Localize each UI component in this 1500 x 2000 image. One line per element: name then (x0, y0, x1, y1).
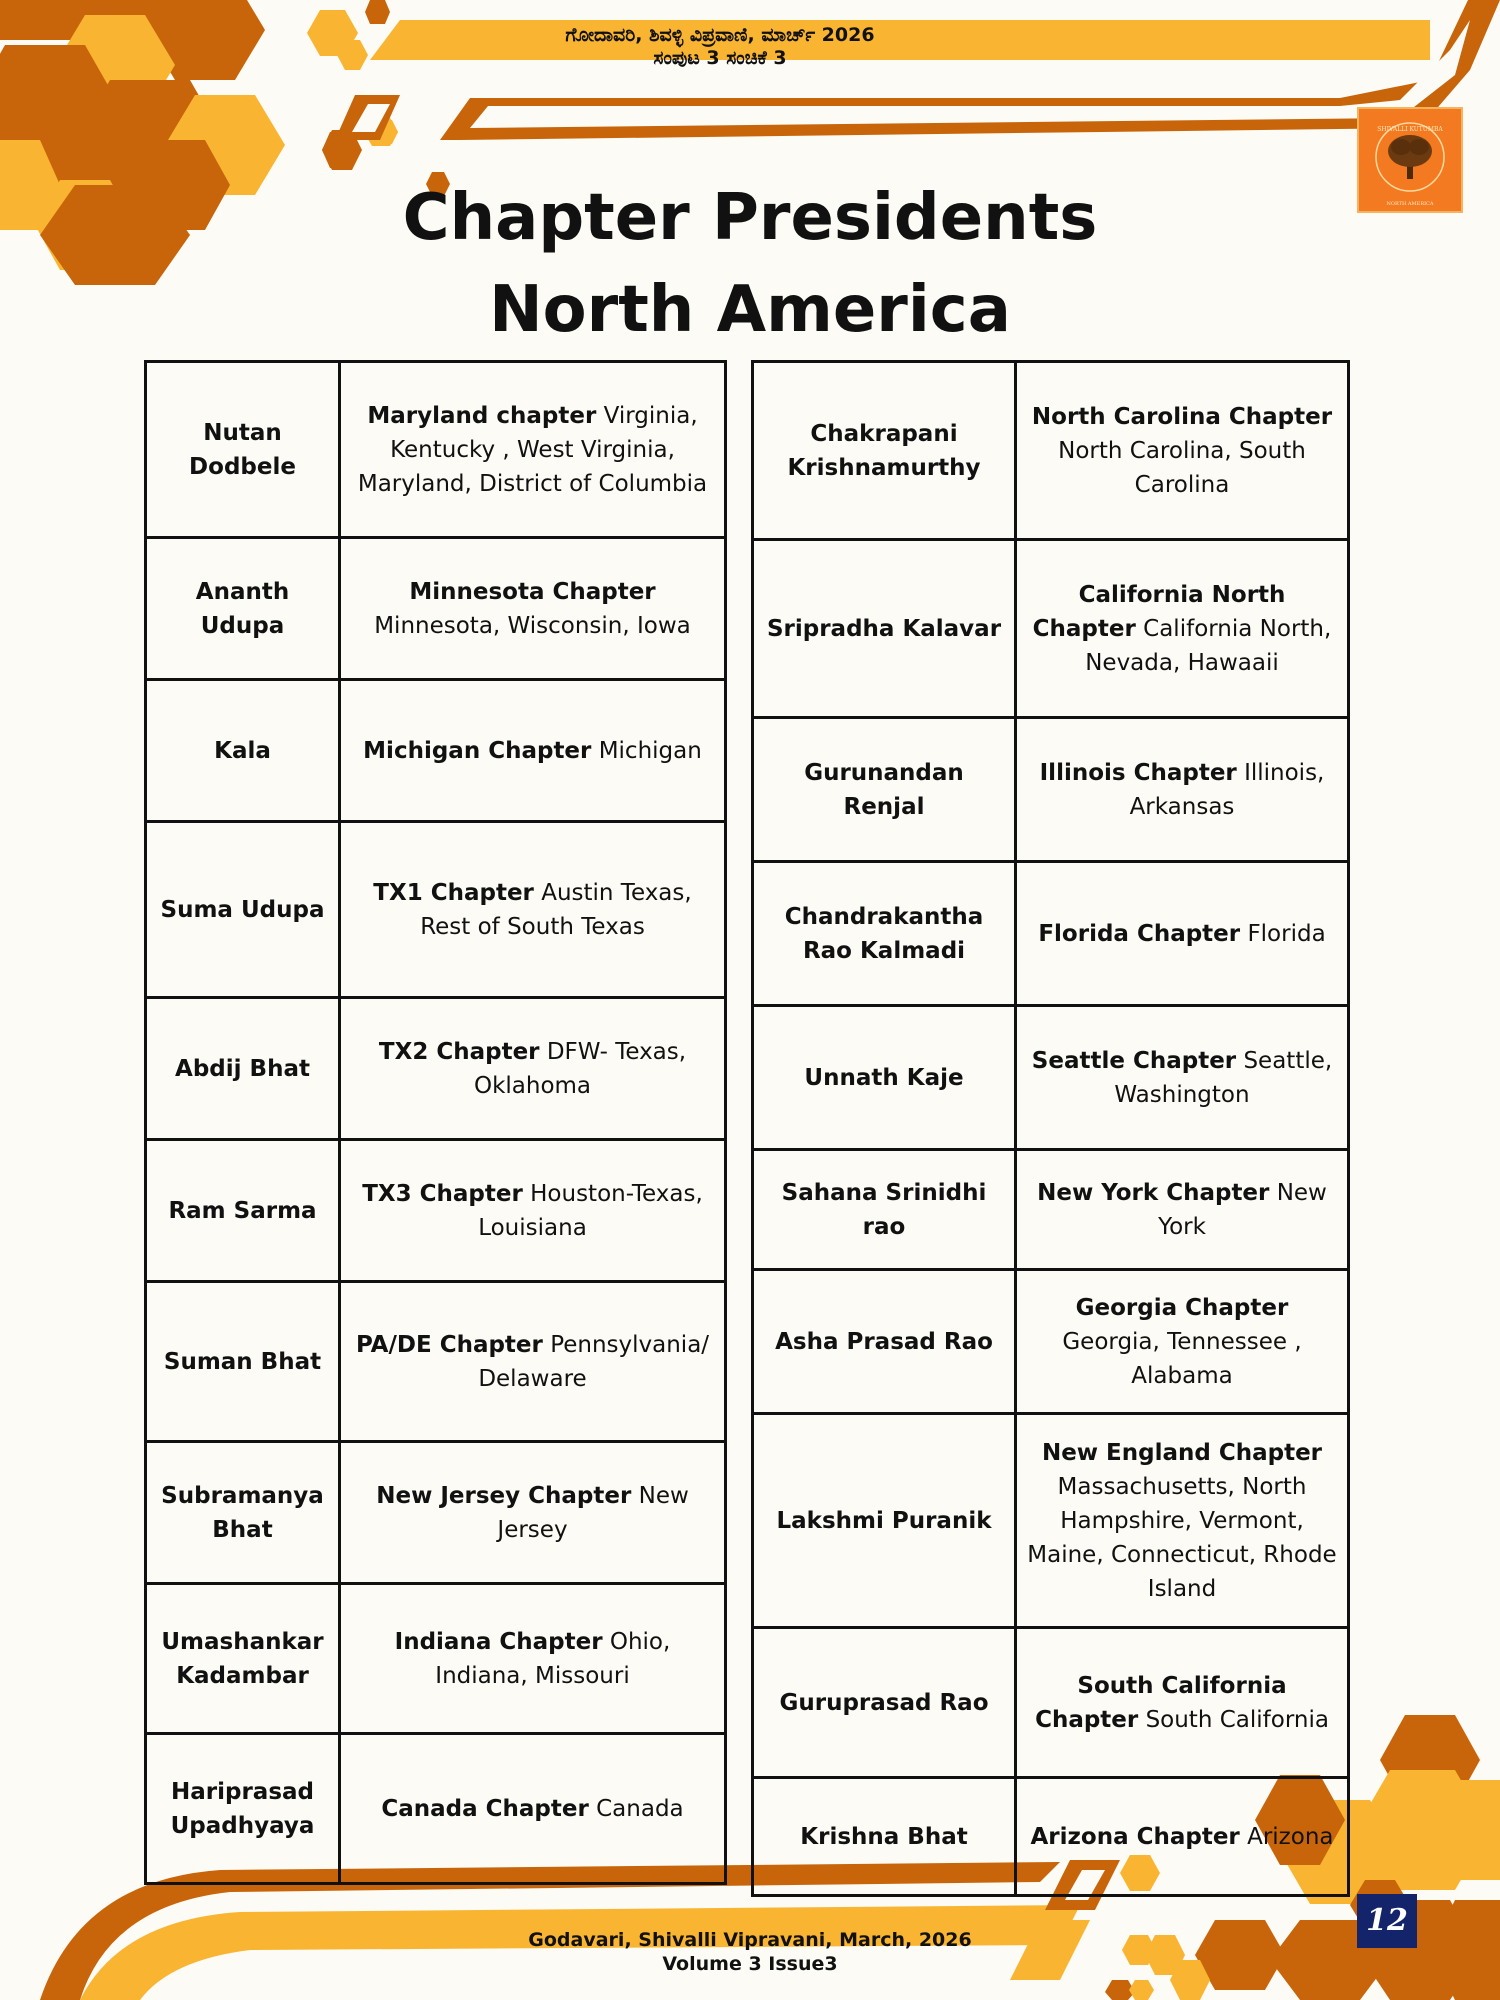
president-name: Asha Prasad Rao (753, 1270, 1016, 1414)
header-issue-line: ಗೋದಾವರಿ, ಶಿವಳ್ಳಿ ವಿಪ್ರವಾಣಿ, ಮಾರ್ಚ್ 2026 (565, 24, 875, 46)
chapter-cell (1016, 1150, 1349, 1270)
president-name: Chakrapani Krishnamurthy (753, 362, 1016, 540)
table-row (146, 998, 726, 1140)
table-row (146, 1734, 726, 1884)
newsletter-header (430, 24, 1010, 70)
chapter-areas: Ohio, Indiana, Missouri (435, 1628, 671, 1689)
chapter-cell (340, 680, 726, 822)
table-row (753, 862, 1349, 1006)
table-row (146, 822, 726, 998)
chapter-areas: Illinois, Arkansas (1129, 759, 1325, 820)
table-row (753, 1150, 1349, 1270)
chapter-cell (1016, 862, 1349, 1006)
chapter-name: Seattle Chapter (1031, 1047, 1237, 1074)
chapter-cell (1016, 1778, 1349, 1896)
president-name: Nutan Dodbele (146, 362, 340, 538)
chapter-name: California North Chapter (1032, 581, 1286, 642)
chapter-name: TX3 Chapter (362, 1180, 523, 1207)
chapter-cell (1016, 1628, 1349, 1778)
president-name: Ram Sarma (146, 1140, 340, 1282)
chapter-areas: New Jersey (497, 1482, 689, 1543)
chapter-name: Minnesota Chapter (409, 578, 656, 605)
chapter-cell (1016, 1006, 1349, 1150)
president-name: Subramanya Bhat (146, 1442, 340, 1584)
header-volume-line: ಸಂಪುಟ 3 ಸಂಚಿಕೆ 3 (653, 47, 787, 69)
chapter-areas: DFW- Texas, Oklahoma (473, 1038, 687, 1099)
chapter-cell (340, 1282, 726, 1442)
chapter-areas: Massachusetts, North Hampshire, Vermont, Maine, Connecticut, Rhode Island (1027, 1473, 1337, 1602)
chapter-cell (340, 998, 726, 1140)
chapter-name: New England Chapter (1041, 1439, 1323, 1466)
chapter-name: Indiana Chapter (394, 1628, 603, 1655)
chapter-cell (1016, 718, 1349, 862)
chapter-areas: Florida (1247, 920, 1326, 947)
chapter-name: Maryland chapter (367, 402, 597, 429)
tree-logo-icon (1359, 109, 1461, 211)
chapter-cell (1016, 540, 1349, 718)
chapter-areas: New York (1158, 1179, 1327, 1240)
chapter-cell (340, 362, 726, 538)
chapter-areas: South California (1145, 1706, 1329, 1733)
chapter-name: TX1 Chapter (373, 879, 534, 906)
footer-volume-line: Volume 3 Issue3 (662, 1953, 838, 1975)
chapter-areas: Michigan (598, 737, 702, 764)
organization-logo (1357, 107, 1463, 213)
chapter-cell (340, 1734, 726, 1884)
chapter-name: Arizona Chapter (1030, 1823, 1240, 1850)
table-row (753, 1778, 1349, 1896)
chapter-areas: Seattle, Washington (1114, 1047, 1333, 1108)
table-row (146, 1584, 726, 1734)
president-name: Suman Bhat (146, 1282, 340, 1442)
chapter-areas: Houston-Texas, Louisiana (478, 1180, 703, 1241)
chapter-presidents-table-left (144, 360, 727, 1885)
chapter-areas: North Carolina, South Carolina (1058, 437, 1306, 498)
table-row (753, 1270, 1349, 1414)
president-name: Lakshmi Puranik (753, 1414, 1016, 1628)
president-name: Sahana Srinidhi rao (753, 1150, 1016, 1270)
president-name: Kala (146, 680, 340, 822)
chapter-name: New Jersey Chapter (376, 1482, 632, 1509)
table-row (753, 362, 1349, 540)
chapter-name: Canada Chapter (381, 1795, 589, 1822)
president-name: Abdij Bhat (146, 998, 340, 1140)
chapter-name: North Carolina Chapter (1031, 403, 1333, 430)
chapter-areas: Minnesota, Wisconsin, Iowa (374, 612, 691, 639)
chapter-areas: Arizona (1247, 1823, 1334, 1850)
chapter-name: Illinois Chapter (1039, 759, 1237, 786)
table-row (753, 540, 1349, 718)
president-name: Gurunandan Renjal (753, 718, 1016, 862)
chapter-cell (340, 1584, 726, 1734)
table-row (753, 1414, 1349, 1628)
chapter-cell (340, 538, 726, 680)
chapter-name: PA/DE Chapter (355, 1331, 543, 1358)
president-name: Chandrakantha Rao Kalmadi (753, 862, 1016, 1006)
chapter-cell (1016, 1270, 1349, 1414)
chapter-areas: California North, Nevada, Hawaaii (1085, 615, 1332, 676)
president-name: Ananth Udupa (146, 538, 340, 680)
table-row (146, 1282, 726, 1442)
page-title-line-1: Chapter Presidents (402, 181, 1098, 255)
chapter-areas: Canada (596, 1795, 684, 1822)
chapter-presidents-table-right (751, 360, 1350, 1897)
newsletter-footer (430, 1928, 1070, 1976)
chapter-name: TX2 Chapter (378, 1038, 540, 1065)
president-name: Krishna Bhat (753, 1778, 1016, 1896)
chapter-name: New York Chapter (1037, 1179, 1270, 1206)
president-name: Sripradha Kalavar (753, 540, 1016, 718)
president-name: Guruprasad Rao (753, 1628, 1016, 1778)
table-row (753, 1628, 1349, 1778)
page-title (300, 172, 1200, 356)
chapter-name: Georgia Chapter (1075, 1294, 1289, 1321)
chapter-cell (340, 1442, 726, 1584)
chapter-cell (340, 1140, 726, 1282)
table-row (146, 1140, 726, 1282)
chapter-cell (1016, 1414, 1349, 1628)
page-number-badge: 12 (1357, 1894, 1417, 1948)
president-name: Hariprasad Upadhyaya (146, 1734, 340, 1884)
chapter-name: Michigan Chapter (363, 737, 592, 764)
chapter-name: South California Chapter (1035, 1672, 1287, 1733)
chapter-areas: Virginia, Kentucky , West Virginia, Maryland, District of Columbia (357, 402, 708, 497)
president-name: Umashankar Kadambar (146, 1584, 340, 1734)
svg-text:SHIVALLI KUTUMBA: SHIVALLI KUTUMBA (1377, 126, 1443, 133)
president-name: Unnath Kaje (753, 1006, 1016, 1150)
chapter-name: Florida Chapter (1038, 920, 1241, 947)
page-title-line-2: North America (489, 273, 1011, 347)
table-row (146, 362, 726, 538)
chapter-areas: Austin Texas, Rest of South Texas (420, 879, 692, 940)
top-stripe-band (335, 0, 1500, 140)
chapter-cell (1016, 362, 1349, 540)
table-row (146, 1442, 726, 1584)
chapter-cell (340, 822, 726, 998)
chapter-areas: Pennsylvania/ Delaware (478, 1331, 710, 1392)
footer-issue-line: Godavari, Shivalli Vipravani, March, 2026 (528, 1929, 972, 1951)
president-name: Suma Udupa (146, 822, 340, 998)
table-row (146, 680, 726, 822)
table-row (753, 718, 1349, 862)
table-row (146, 538, 726, 680)
chapter-areas: Georgia, Tennessee , Alabama (1062, 1328, 1302, 1389)
svg-text:NORTH AMERICA: NORTH AMERICA (1386, 201, 1434, 207)
table-row (753, 1006, 1349, 1150)
